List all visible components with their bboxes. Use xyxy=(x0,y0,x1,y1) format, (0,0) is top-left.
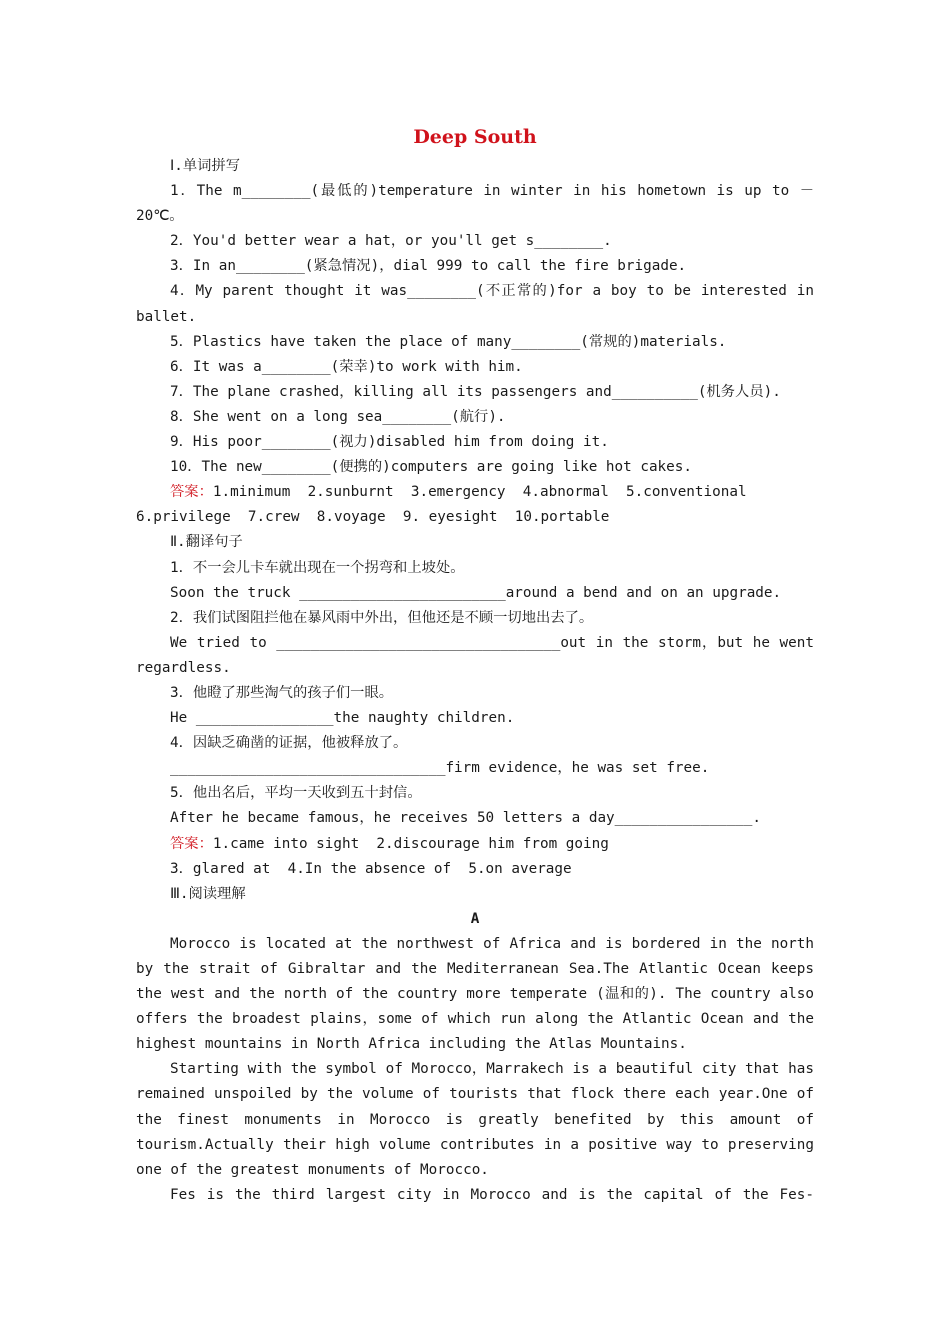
answer-text: 1.came into sight 2.discourage him from going xyxy=(212,835,609,852)
paragraph-line: Morocco is located at the northwest of Africa and is bordered in the north xyxy=(170,935,814,952)
document-page xyxy=(136,120,814,1208)
answer-line: 3．glared at 4.In the absence of 5.on average xyxy=(170,860,572,877)
paragraph-line: highest mountains in North Africa including the Atlas Mountains. xyxy=(136,1036,687,1053)
question-line: ballet. xyxy=(136,308,197,325)
question-line: 6．It was a________(荣幸)to work with him. xyxy=(170,358,523,375)
question-line: 7．The plane crashed，killing all its passengers and__________(机务人员). xyxy=(170,383,781,400)
section-heading-spelling: Ⅰ.单词拼写 xyxy=(170,158,241,174)
translation-line: 3．他瞪了那些淘气的孩子们一眼。 xyxy=(170,684,394,701)
translation-line: 5．他出名后，平均一天收到五十封信。 xyxy=(170,785,422,802)
question-line: 20℃。 xyxy=(136,208,184,225)
answer-text: 1.minimum 2.sunburnt 3.emergency 4.abnormal 5.conventional xyxy=(212,484,747,501)
paragraph-line: the finest monuments in Morocco is greatly benefited by this amount of xyxy=(136,1111,814,1128)
paragraph-line: by the strait of Gibraltar and the Mediterranean Sea.The Atlantic Ocean keeps xyxy=(136,961,814,977)
paragraph-line: offers the broadest plains，some of which run along the Atlantic Ocean and the xyxy=(136,1011,814,1028)
translation-line: 4．因缺乏确凿的证据，他被释放了。 xyxy=(170,735,408,752)
paragraph-line: Starting with the symbol of Morocco，Marrakech is a beautiful city that has xyxy=(170,1061,814,1078)
paragraph-line: one of the greatest monuments of Morocco. xyxy=(136,1161,489,1178)
paragraph-line: Fes is the third largest city in Morocco and is the capital of the Fes- xyxy=(170,1186,814,1203)
translation-line: 2．我们试图阻拦他在暴风雨中外出，但他还是不顾一切地出去了。 xyxy=(170,609,594,626)
section-heading-reading: Ⅲ.阅读理解 xyxy=(170,885,246,902)
translation-line: regardless. xyxy=(136,659,231,676)
passage-label: A xyxy=(470,910,480,927)
question-line: 8．She went on a long sea________(航行). xyxy=(170,408,506,425)
answer-label: 答案： xyxy=(170,484,213,501)
answer-label: 答案： xyxy=(170,835,213,852)
question-line: 9．His poor________(视力)disabled him from doing it. xyxy=(170,434,609,451)
answer-line xyxy=(136,480,814,505)
translation-line: ________________________________firm evidence，he was set free. xyxy=(170,760,710,777)
paragraph-line: remained unspoiled by the volume of tourists that flock there each year.One of xyxy=(136,1086,814,1103)
section-heading-translation: Ⅱ.翻译句子 xyxy=(170,534,243,551)
translation-line: 1．不一会儿卡车就出现在一个拐弯和上坡处。 xyxy=(170,559,465,576)
question-line: 10．The new________(便携的)computers are going like hot cakes. xyxy=(170,459,692,476)
answer-line xyxy=(136,832,814,857)
question-line: 3．In an________(紧急情况)，dial 999 to call the fire brigade. xyxy=(170,258,687,275)
paragraph-line: tourism.Actually their high volume contributes in a positive way to preserving xyxy=(136,1136,814,1153)
question-line: 5．Plastics have taken the place of many________(常规的)materials. xyxy=(170,333,727,350)
answer-line: 6.privilege 7.crew 8.voyage 9. eyesight 10.portable xyxy=(136,509,610,526)
translation-line: We tried to _________________________________out in the storm，but he went xyxy=(170,634,814,651)
question-line: 1．The m________(最低的)temperature in winter in his hometown is up to － xyxy=(170,183,814,200)
translation-line: After he became famous，he receives 50 letters a day________________. xyxy=(170,810,761,827)
question-line: 4．My parent thought it was________(不正常的)for a boy to be interested in xyxy=(170,283,814,300)
page-title: Deep South xyxy=(413,126,537,148)
paragraph-line: the west and the north of the country more temperate (温和的). The country also xyxy=(136,986,814,1003)
translation-line: Soon the truck ________________________around a bend and on an upgrade. xyxy=(170,584,782,601)
question-line: 2．You'd better wear a hat，or you'll get s________. xyxy=(170,233,612,250)
translation-line: He ________________the naughty children. xyxy=(170,710,515,727)
